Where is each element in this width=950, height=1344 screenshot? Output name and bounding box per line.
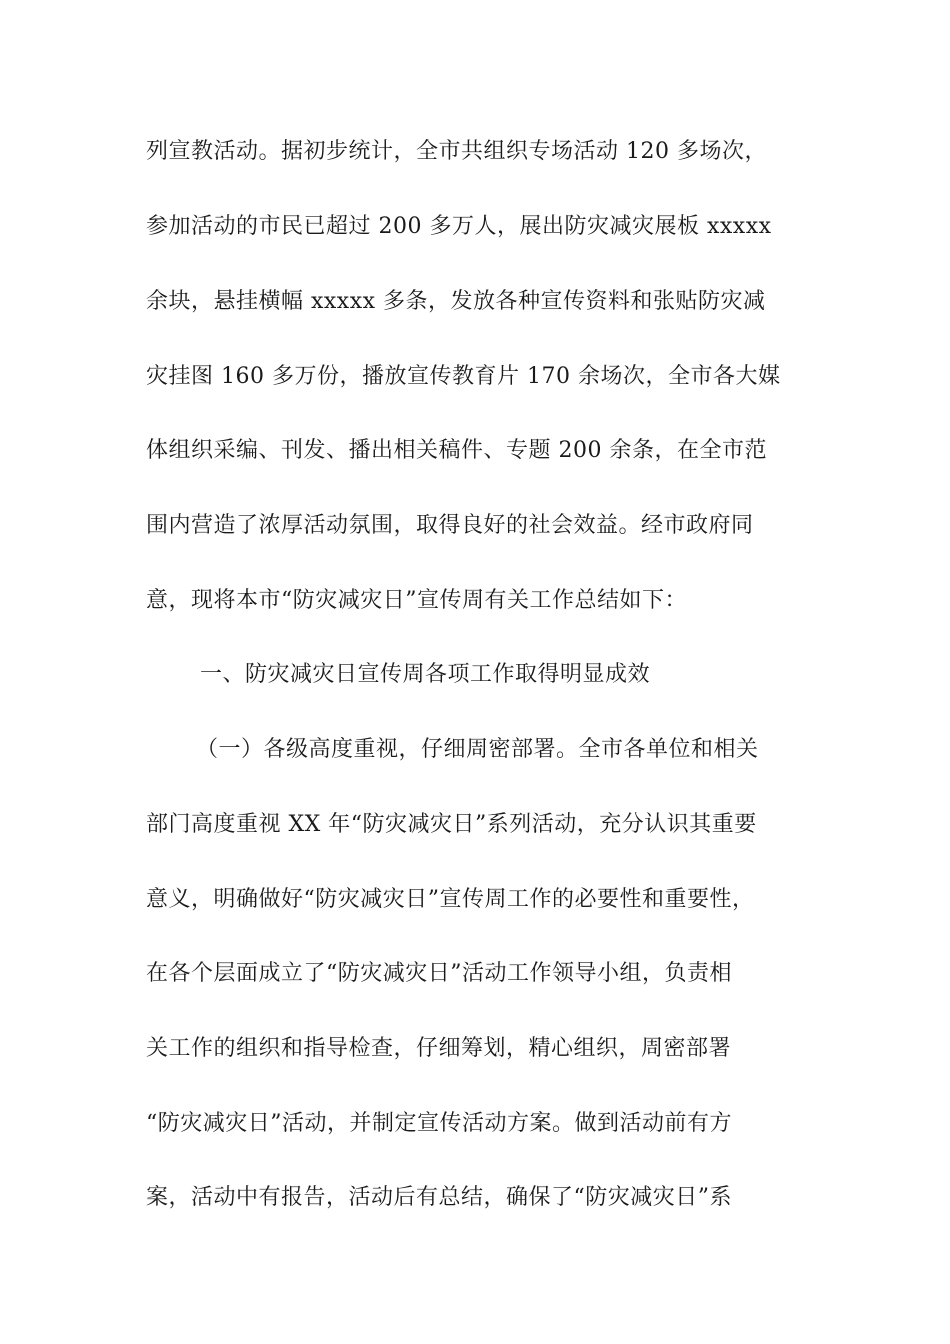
body-text-line: 案，活动中有报告，活动后有总结，确保了“防灾减灾日”系 [146,1185,732,1210]
body-text-line: “防灾减灾日”活动，并制定宣传活动方案。做到活动前有方 [146,1111,732,1136]
body-text-line: 意义，明确做好“防灾减灾日”宣传周工作的必要性和重要性， [146,887,755,912]
body-text-line: 灾挂图 160 多万份，播放宣传教育片 170 余场次，全市各大媒 [146,364,781,389]
body-text-line: 参加活动的市民已超过 200 多万人，展出防灾减灾展板 xxxxx [146,214,772,239]
body-text-line: 意，现将本市“防灾减灾日”宣传周有关工作总结如下： [146,588,687,613]
section-heading: 一、防灾减灾日宣传周各项工作取得明显成效 [200,662,651,687]
body-text-line: 余块，悬挂横幅 xxxxx 多条，发放各种宣传资料和张贴防灾减 [146,289,766,314]
body-text-line: 体组织采编、刊发、播出相关稿件、专题 200 余条，在全市范 [146,438,767,463]
body-text-line: 列宣教活动。据初步统计，全市共组织专场活动 120 多场次， [146,139,767,164]
body-text-line: 围内营造了浓厚活动氛围，取得良好的社会效益。经市政府同 [146,513,754,538]
body-text-line: 关工作的组织和指导检查，仔细筹划，精心组织，周密部署 [146,1036,732,1061]
subsection-heading-line: （一）各级高度重视，仔细周密部署。全市各单位和相关 [196,737,759,762]
body-text-line: 部门高度重视 XX 年“防灾减灾日”系列活动，充分认识其重要 [146,812,757,837]
body-text-line: 在各个层面成立了“防灾减灾日”活动工作领导小组，负责相 [146,961,732,986]
